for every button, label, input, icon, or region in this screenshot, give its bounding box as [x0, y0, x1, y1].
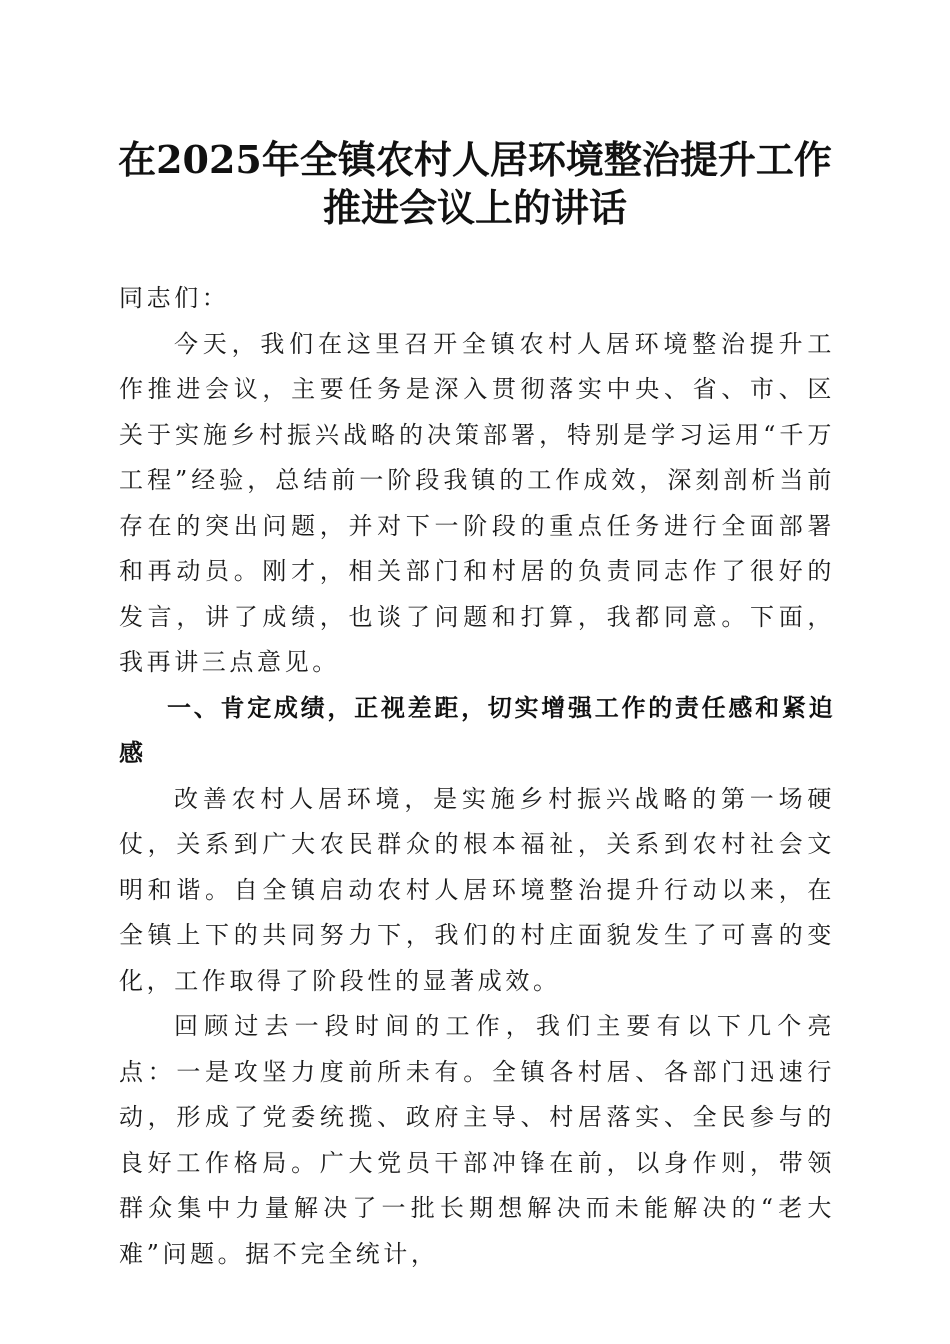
- salutation: 同志们：: [119, 284, 230, 312]
- document-title: 在2025年全镇农村人居环境整治提升工作推进会议上的讲话: [118, 137, 832, 230]
- section-heading: 一、肯定成绩，正视差距，切实增强工作的责任感和紧迫感: [119, 693, 835, 767]
- section-paragraph: 回顾过去一段时间的工作，我们主要有以下几个亮点：一是攻坚力度前所未有。全镇各村居、各部门迅速行动，形成了党委统揽、政府主导、村居落实、全民参与的良好工作格局。广大党员干部冲锋在前，以身作则，带领群众集中力量解决了一批长期想解决而未能解决的“老大难”问题。据不完全统计，: [119, 1012, 835, 1268]
- intro-paragraph: 今天，我们在这里召开全镇农村人居环境整治提升工作推进会议，主要任务是深入贯彻落实中央、省、市、区关于实施乡村振兴战略的决策部署，特别是学习运用“千万工程”经验，总结前一阶段我镇的工作成效，深刻剖析当前存在的突出问题，并对下一阶段的重点任务进行全面部署和再动员。刚才，相关部门和村居的负责同志作了很好的发言，讲了成绩，也谈了问题和打算，我都同意。下面，我再讲三点意见。: [119, 329, 835, 676]
- document-body: [119, 276, 835, 1277]
- section-paragraph: 改善农村人居环境，是实施乡村振兴战略的第一场硬仗，关系到广大农民群众的根本福祉，关系到农村社会文明和谐。自全镇启动农村人居环境整治提升行动以来，在全镇上下的共同努力下，我们的村庄面貌发生了可喜的变化，工作取得了阶段性的显著成效。: [119, 784, 835, 995]
